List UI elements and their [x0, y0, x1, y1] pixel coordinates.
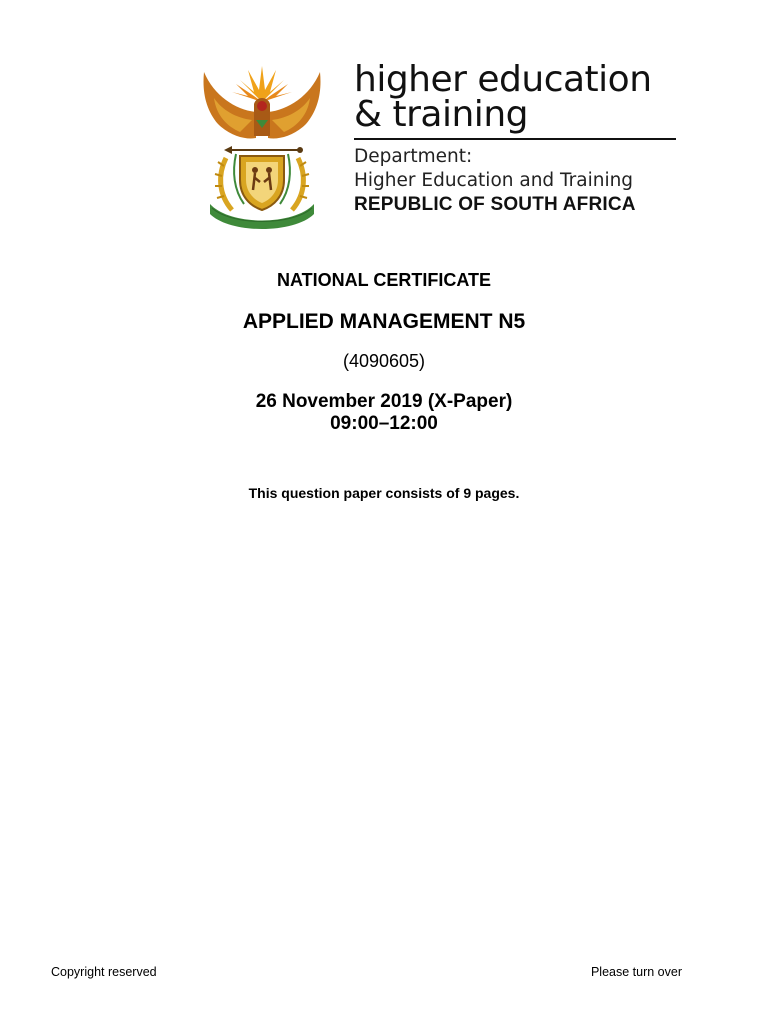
- department-name: Higher Education and Training: [354, 170, 634, 191]
- exam-time: 09:00–12:00: [330, 413, 438, 434]
- department-label: Department:: [354, 146, 473, 167]
- exam-date: 26 November 2019 (X-Paper): [255, 391, 513, 412]
- spear-and-knobkierie-icon: [224, 146, 303, 154]
- page-count-note: This question paper consists of 9 pages.: [248, 485, 520, 501]
- brand-divider: [354, 138, 676, 140]
- subject-title: APPLIED MANAGEMENT N5: [242, 310, 526, 333]
- brand-line-2: & training: [354, 94, 528, 135]
- department-name-block: [354, 59, 684, 217]
- rising-sun-icon: [232, 66, 292, 102]
- department-header: [196, 59, 686, 234]
- shield-icon: [240, 156, 284, 210]
- certificate-title: NATIONAL CERTIFICATE: [277, 270, 491, 290]
- paper-code: (4090605): [342, 351, 426, 371]
- footer-turn-over: Please turn over: [590, 965, 682, 979]
- brand-line-1: higher education: [354, 59, 652, 100]
- country-name: REPUBLIC OF SOUTH AFRICA: [354, 194, 636, 215]
- south-africa-coat-of-arms-icon: [196, 62, 328, 232]
- footer-copyright: Copyright reserved: [51, 965, 157, 979]
